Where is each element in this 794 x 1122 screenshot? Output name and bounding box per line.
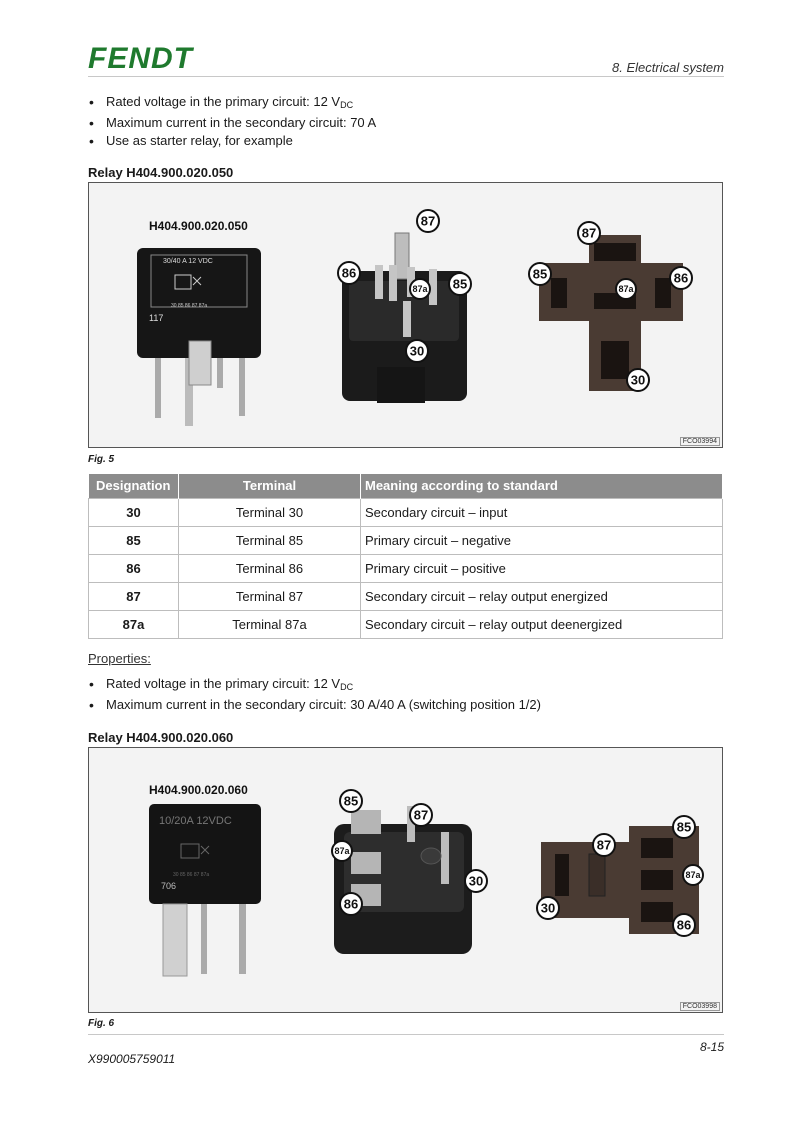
terminal-table xyxy=(88,474,723,639)
svg-text:86: 86 xyxy=(341,265,357,281)
footer-divider xyxy=(88,1034,724,1035)
photo-title: H404.900.020.060 xyxy=(149,783,248,797)
relay-heading-050: Relay H404.900.020.050 xyxy=(88,165,234,180)
svg-text:FENDT: FENDT xyxy=(88,44,193,70)
svg-text:85: 85 xyxy=(343,793,359,809)
svg-text:706: 706 xyxy=(161,881,177,891)
table-row: 30 Terminal 30 Secondary circuit – input xyxy=(89,498,723,526)
svg-text:30 85 86 87 87a: 30 85 86 87 87a xyxy=(173,872,210,878)
column-header: Terminal xyxy=(179,474,361,498)
page-header xyxy=(88,44,724,77)
callout-87a xyxy=(332,841,352,861)
svg-text:87a: 87a xyxy=(685,870,701,880)
table-row: 87a Terminal 87a Secondary circuit – relay output deenergized xyxy=(89,610,723,638)
svg-text:87a: 87a xyxy=(334,846,350,856)
svg-text:30: 30 xyxy=(409,343,425,359)
callout-85 xyxy=(340,790,362,812)
table-header-row xyxy=(89,474,723,498)
svg-text:85: 85 xyxy=(676,819,692,835)
section-title: 8. Electrical system xyxy=(612,60,724,75)
callout-87 xyxy=(593,834,615,856)
fendt-logo xyxy=(88,44,230,70)
callout-85 xyxy=(449,273,471,295)
svg-text:87: 87 xyxy=(596,837,612,853)
list-item: • Rated voltage in the primary circuit: 12 $V_{DC}$ xyxy=(88,93,376,114)
callout-86 xyxy=(340,893,362,915)
svg-text:30: 30 xyxy=(540,900,556,916)
callout-87a xyxy=(410,279,430,299)
callout-87a xyxy=(683,865,703,885)
table-row: 86 Terminal 86 Primary circuit – positive xyxy=(89,554,723,582)
figure-code: FCO03998 xyxy=(680,1002,720,1011)
relay-heading-060: Relay H404.900.020.060 xyxy=(88,730,234,745)
figure-code: FCO03994 xyxy=(680,437,720,446)
callout-86 xyxy=(673,914,695,936)
callout-86 xyxy=(670,267,692,289)
table-row: 87 Terminal 87 Secondary circuit – relay output energized xyxy=(89,582,723,610)
svg-text:87: 87 xyxy=(413,807,429,823)
callout-30 xyxy=(627,369,649,391)
figure-caption: Fig. 5 xyxy=(88,454,115,465)
svg-text:30: 30 xyxy=(468,873,484,889)
figure-5 xyxy=(88,182,723,448)
callout-30 xyxy=(406,340,428,362)
list-item: • Maximum current in the secondary circuit: 30 A/40 A (switching position 1/2) xyxy=(88,696,541,714)
svg-text:30/40 A 12 VDC: 30/40 A 12 VDC xyxy=(163,258,213,265)
figure-caption: Fig. 6 xyxy=(88,1018,115,1029)
svg-text:30: 30 xyxy=(630,372,646,388)
svg-text:117: 117 xyxy=(149,313,164,323)
svg-text:85: 85 xyxy=(452,276,468,292)
svg-text:87: 87 xyxy=(420,213,436,229)
svg-text:86: 86 xyxy=(343,896,359,912)
callout-85 xyxy=(673,816,695,838)
column-header: Meaning according to standard xyxy=(361,474,723,498)
svg-text:86: 86 xyxy=(676,917,692,933)
callout-87 xyxy=(578,222,600,244)
list-item: • Maximum current in the secondary circuit: 70 A xyxy=(88,114,376,132)
svg-text:85: 85 xyxy=(532,266,548,282)
callout-30 xyxy=(465,870,487,892)
document-number: X990005759011 xyxy=(88,1052,176,1066)
svg-text:87: 87 xyxy=(581,225,597,241)
callout-86 xyxy=(338,262,360,284)
svg-text:87a: 87a xyxy=(412,284,428,294)
callout-87 xyxy=(410,804,432,826)
callout-30 xyxy=(537,897,559,919)
svg-text:87a: 87a xyxy=(618,284,634,294)
svg-text:30 85 86 87 87a: 30 85 86 87 87a xyxy=(171,303,208,309)
callout-85 xyxy=(529,263,551,285)
svg-text:10/20A 12VDC: 10/20A 12VDC xyxy=(159,815,232,827)
column-header: Designation xyxy=(89,474,179,498)
list-item: • Rated voltage in the primary circuit: 12 $V_{DC}$ xyxy=(88,675,541,696)
properties-label: Properties: xyxy=(88,651,151,666)
photo-title: H404.900.020.050 xyxy=(149,219,248,233)
page-number: 8-15 xyxy=(699,1040,724,1054)
callout-87a xyxy=(616,279,636,299)
intro-bullets xyxy=(88,93,376,150)
properties-bullets xyxy=(88,675,541,714)
table-row: 85 Terminal 85 Primary circuit – negative xyxy=(89,526,723,554)
list-item: • Use as starter relay, for example xyxy=(88,132,376,150)
svg-text:86: 86 xyxy=(673,270,689,286)
figure-6 xyxy=(88,747,723,1013)
callout-87 xyxy=(417,210,439,232)
